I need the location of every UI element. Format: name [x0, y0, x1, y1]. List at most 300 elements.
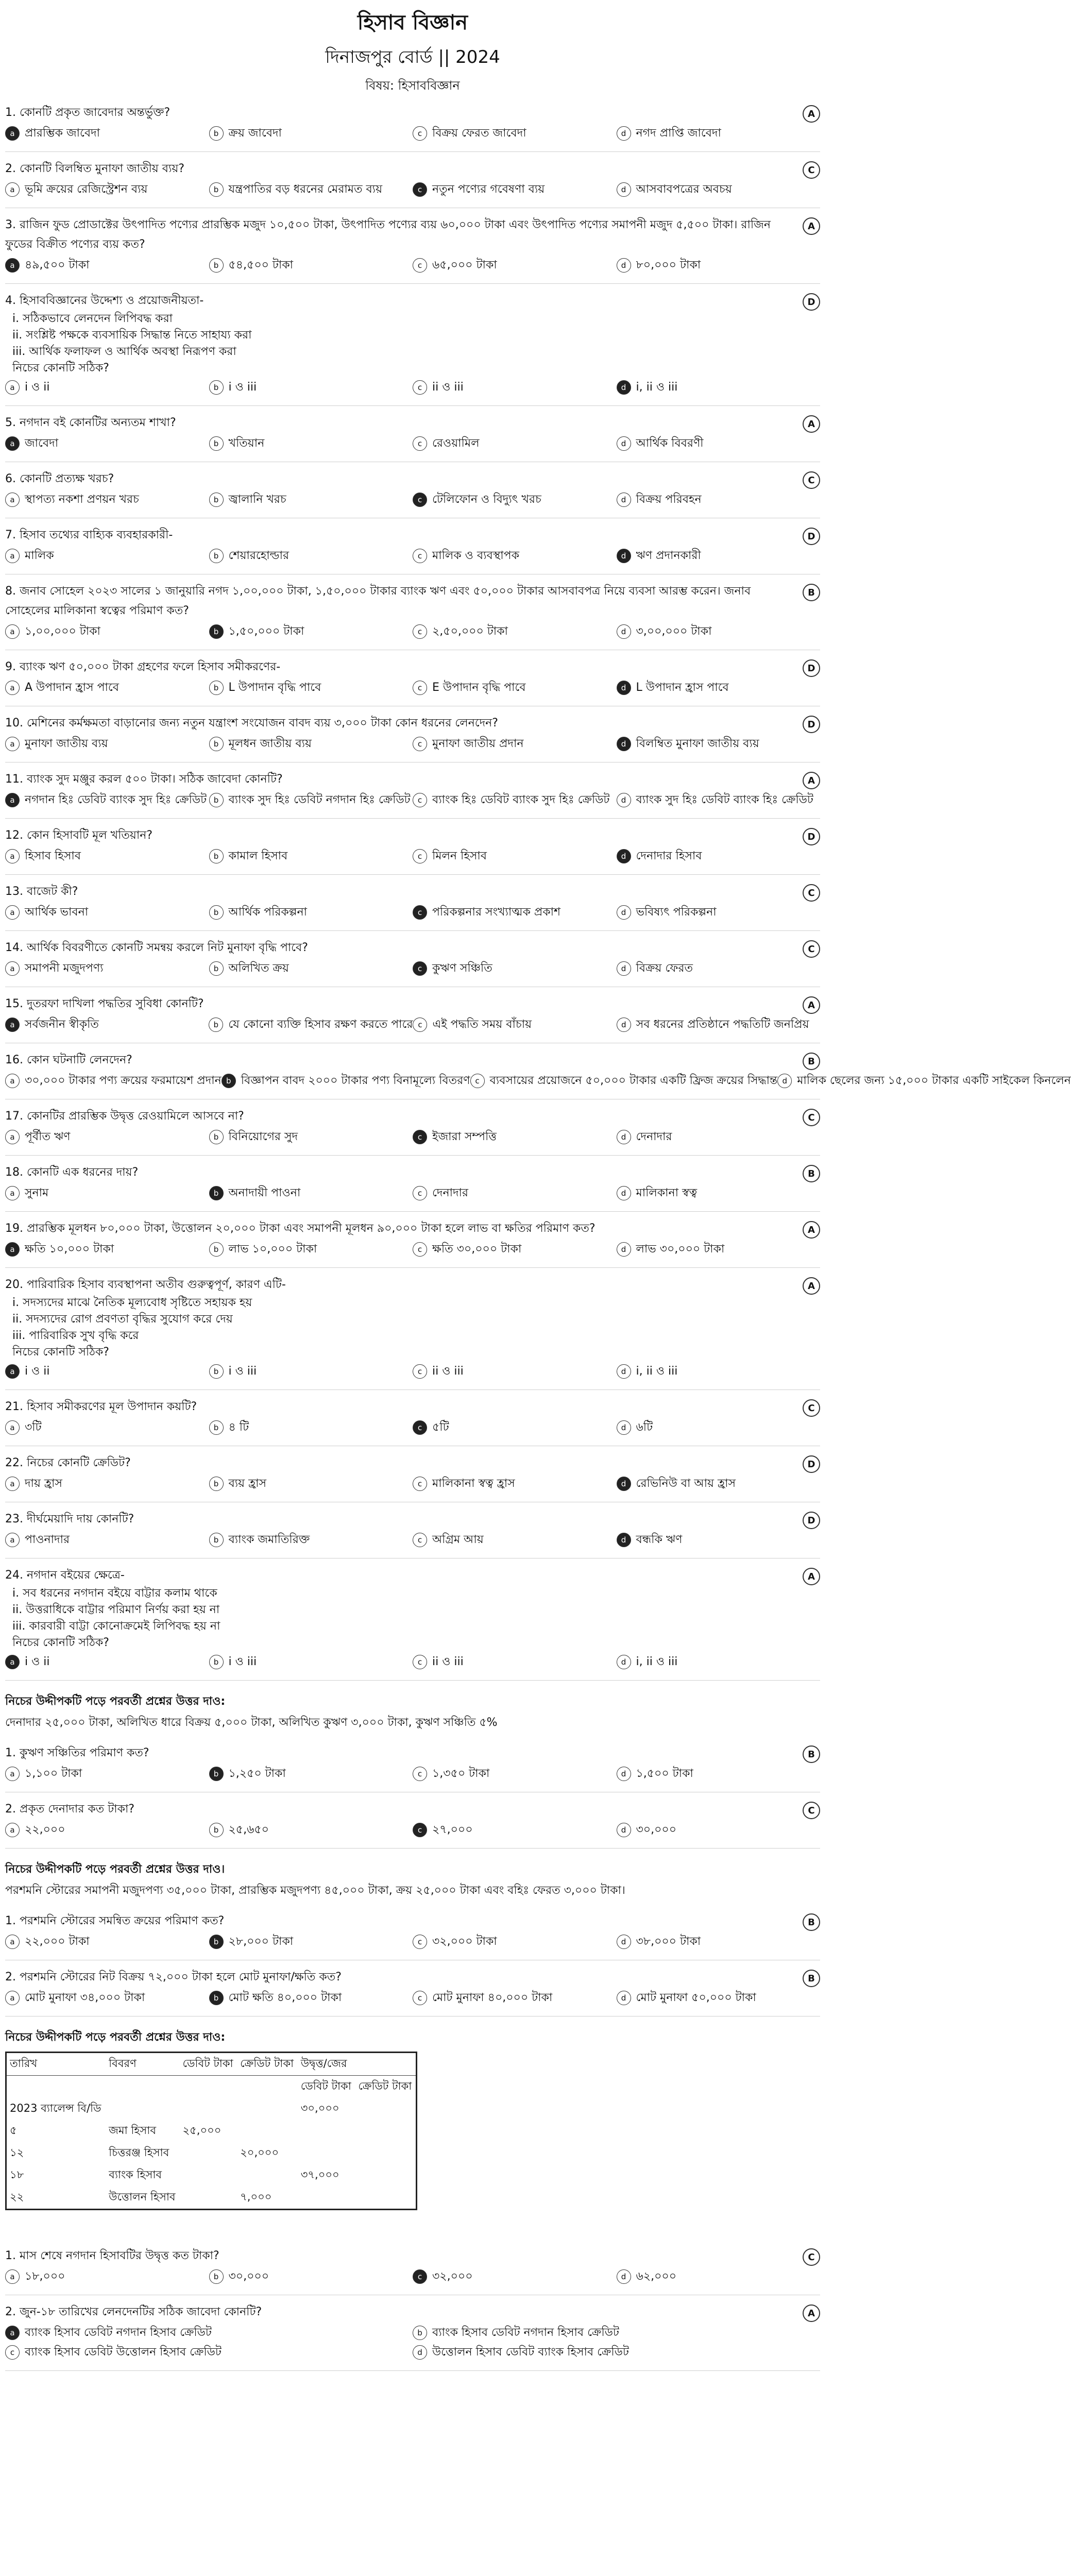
- option-letter-icon: b: [209, 493, 224, 507]
- option-text: বিলম্বিত মুনাফা জাতীয় ব্যয়: [636, 737, 759, 750]
- option-text: ব্যবসায়ের প্রয়োজনে ৫০,০০০ টাকার একটি ফ্রিজ ক্রয়ের সিদ্ধান্ত: [489, 1074, 778, 1087]
- option-c[interactable]: [413, 1932, 617, 1952]
- option-a[interactable]: [5, 180, 209, 199]
- option-c[interactable]: [413, 180, 617, 199]
- question-text: 2. প্রকৃত দেনাদার কত টাকা?: [5, 1803, 135, 1816]
- options-grid: [5, 180, 820, 199]
- option-letter-icon: a: [5, 624, 20, 639]
- table-subheader: ক্রেডিট টাকা: [358, 2080, 412, 2092]
- option-text: ৩০,০০০ টাকার পণ্য ক্রয়ের ফরমায়েশ প্রদান: [25, 1074, 222, 1087]
- option-letter-icon: a: [5, 436, 20, 451]
- option-a[interactable]: [5, 1530, 209, 1550]
- question-divider: [5, 1848, 820, 1849]
- option-text: অগ্রিম আয়: [432, 1533, 484, 1546]
- option-text: এই পদ্ধতি সময় বাঁচায়: [432, 1018, 532, 1031]
- question-item: [5, 882, 820, 922]
- option-b[interactable]: [209, 790, 413, 810]
- options-grid: [5, 1418, 820, 1437]
- options-grid: [5, 1474, 820, 1494]
- option-text: দেনাদার হিসাব: [636, 850, 702, 862]
- option-c[interactable]: [413, 2267, 617, 2286]
- option-d[interactable]: [617, 180, 821, 199]
- option-text: L উপাদান হ্রাস পাবে: [636, 681, 729, 694]
- option-text: স্থাপত্য নকশা প্রণয়ন খরচ: [25, 493, 139, 506]
- option-text: ২,৫০,০০০ টাকা: [432, 625, 508, 638]
- question-line: [5, 826, 820, 845]
- option-a[interactable]: [5, 1932, 209, 1952]
- table-cell: [180, 2098, 237, 2120]
- option-a[interactable]: [5, 546, 209, 566]
- options-grid: [5, 1127, 820, 1147]
- option-letter-icon: a: [5, 961, 20, 976]
- option-c[interactable]: [413, 1362, 617, 1381]
- question-text: 5. নগদান বই কোনটির অন্যতম শাখা?: [5, 416, 176, 429]
- option-a[interactable]: [5, 2323, 413, 2343]
- option-c[interactable]: [413, 678, 617, 698]
- option-text: ৩০,০০০: [636, 1823, 677, 1836]
- option-d[interactable]: [617, 734, 821, 754]
- question-divider: [5, 1211, 820, 1212]
- option-c[interactable]: [413, 622, 617, 641]
- options-grid: [5, 1764, 820, 1784]
- option-letter-icon: a: [5, 1130, 20, 1144]
- option-text: ৩৮,০০০ টাকা: [636, 1935, 701, 1948]
- table-row: [6, 2142, 417, 2164]
- question-text: 9. ব্যাংক ঋণ ৫০,০০০ টাকা গ্রহণের ফলে হিসাব সমীকরণের-: [5, 660, 281, 673]
- question-line: [5, 526, 820, 545]
- option-letter-icon: c: [413, 1477, 427, 1491]
- option-text: ৬৫,০০০ টাকা: [432, 259, 497, 272]
- option-a[interactable]: [5, 1988, 209, 2008]
- question-text: 6. কোনটি প্রত্যক্ষ খরচ?: [5, 472, 114, 485]
- question-text: 23. দীর্ঘমেয়াদি দায় কোনটি?: [5, 1513, 134, 1526]
- table-cell: ২০,০০০: [240, 2146, 279, 2159]
- option-letter-icon: c: [413, 1186, 427, 1200]
- option-text: পরিকল্পনার সংখ্যাত্মক প্রকাশ: [432, 906, 561, 919]
- options-grid: [5, 959, 820, 978]
- table-cell: ১২: [10, 2146, 24, 2159]
- option-letter-icon: b: [209, 961, 224, 976]
- option-text: রেভিনিউ বা আয় হ্রাস: [636, 1477, 736, 1490]
- option-letter-icon: d: [617, 1420, 631, 1435]
- option-letter-icon: d: [617, 549, 631, 563]
- option-letter-icon: b: [209, 624, 224, 639]
- option-c[interactable]: [413, 490, 617, 510]
- options-grid: [5, 546, 820, 566]
- question-text: 10. মেশিনের কর্মক্ষমতা বাড়ানোর জন্য নতুন যন্ত্রাংশ সংযোজন বাবদ ব্যয় ৩,০০০ টাকা কোন ধরনের লেনদেন?: [5, 717, 498, 730]
- option-d[interactable]: [617, 1530, 821, 1550]
- table-header: ডেবিট টাকা: [180, 2053, 237, 2076]
- option-d[interactable]: [617, 546, 821, 566]
- options-grid: [5, 622, 820, 641]
- option-a[interactable]: [5, 790, 209, 810]
- question-item: [5, 657, 820, 698]
- stem-2-text: পরশমনি স্টোরের সমাপনী মজুদপণ্য ৩৫,০০০ টাকা, প্রারম্ভিক মজুদপণ্য ৪৫,০০০ টাকা, ক্রয় ২৫,০০০ টাকা এবং বহিঃ ফেরত ৩,০০০ টাকা।: [5, 1884, 625, 1897]
- answer-badge: A: [803, 772, 820, 789]
- option-a[interactable]: [5, 846, 209, 866]
- options-grid: [5, 434, 820, 453]
- answer-badge: A: [803, 996, 820, 1014]
- option-text: ৩,০০,০০০ টাকা: [636, 625, 712, 638]
- option-text: ii ও iii: [432, 1655, 464, 1668]
- option-letter-icon: b: [209, 380, 224, 395]
- question-divider: [5, 151, 820, 152]
- option-d[interactable]: [617, 256, 821, 275]
- option-letter-icon: b: [209, 1364, 224, 1379]
- option-a[interactable]: [5, 1015, 209, 1035]
- option-text: i ও iii: [228, 381, 257, 394]
- table-cell: [106, 2098, 179, 2120]
- question-line: [5, 1107, 820, 1126]
- option-a[interactable]: [5, 1820, 209, 1840]
- option-c[interactable]: [413, 1474, 617, 1494]
- question-line: [5, 1510, 820, 1529]
- option-c[interactable]: [413, 790, 617, 810]
- option-letter-icon: c: [413, 493, 427, 507]
- option-d[interactable]: [617, 1932, 821, 1952]
- option-d[interactable]: [617, 1240, 821, 1259]
- option-c[interactable]: [413, 1530, 617, 1550]
- option-b[interactable]: [209, 1362, 413, 1381]
- answer-badge: D: [803, 528, 820, 545]
- option-d[interactable]: [617, 1362, 821, 1381]
- option-text: ৫৪,৫০০ টাকা: [228, 259, 294, 272]
- option-c[interactable]: [413, 1240, 617, 1259]
- option-d[interactable]: [617, 1418, 821, 1437]
- option-letter-icon: d: [617, 849, 631, 863]
- answer-badge: A: [803, 415, 820, 433]
- question-line: [5, 882, 820, 902]
- option-d[interactable]: [617, 490, 821, 510]
- option-b[interactable]: [209, 846, 413, 866]
- question-statement: i. সব ধরনের নগদান বইয়ে বাট্টার কলাম থাকে: [12, 1587, 217, 1600]
- option-a[interactable]: [5, 1183, 209, 1203]
- option-text: ৬২,০০০: [636, 2270, 677, 2283]
- option-letter-icon: d: [617, 1130, 631, 1144]
- option-d[interactable]: [617, 622, 821, 641]
- table-header: ক্রেডিট টাকা: [237, 2053, 298, 2076]
- option-c[interactable]: [413, 846, 617, 866]
- option-letter-icon: c: [413, 1823, 427, 1837]
- option-d[interactable]: [777, 1071, 1071, 1091]
- option-d[interactable]: [617, 378, 821, 397]
- option-a[interactable]: [5, 1652, 209, 1672]
- mcq-section-b: [5, 1743, 820, 1849]
- question-item: [5, 413, 820, 453]
- option-letter-icon: a: [5, 1074, 20, 1088]
- answer-badge: D: [803, 293, 820, 311]
- option-letter-icon: b: [209, 681, 224, 695]
- option-b[interactable]: [209, 734, 413, 754]
- question-statement: i. সদস্যদের মাঝে নৈতিক মূল্যবোধ সৃষ্টিতে সহায়ক হয়: [12, 1296, 252, 1309]
- question-item: [5, 1566, 820, 1672]
- option-text: ২৮,০০০ টাকা: [228, 1935, 294, 1948]
- option-d[interactable]: [617, 1015, 820, 1035]
- option-text: খতিয়ান: [228, 437, 265, 450]
- option-c[interactable]: [413, 1988, 617, 2008]
- option-b[interactable]: [222, 1071, 470, 1091]
- option-b[interactable]: [209, 1652, 413, 1672]
- option-c[interactable]: [413, 959, 617, 978]
- option-text: ii ও iii: [432, 381, 464, 394]
- option-letter-icon: d: [617, 1533, 631, 1547]
- option-a[interactable]: [5, 378, 209, 397]
- option-text: বন্ধকি ঋণ: [636, 1533, 683, 1546]
- option-d[interactable]: [617, 124, 821, 143]
- option-b[interactable]: [209, 1418, 413, 1437]
- option-text: ২৫,৬৫০: [228, 1823, 269, 1836]
- question-item: [5, 1219, 820, 1259]
- option-a[interactable]: [5, 1127, 209, 1147]
- option-a[interactable]: [5, 959, 209, 978]
- option-b[interactable]: [209, 434, 413, 453]
- option-d[interactable]: [617, 1988, 821, 2008]
- question-line: [5, 1219, 820, 1239]
- question-divider: [5, 405, 820, 406]
- option-b[interactable]: [209, 1240, 413, 1259]
- table-cell: [298, 2187, 355, 2210]
- option-text: মুনাফা জাতীয় প্রদান: [432, 737, 524, 750]
- option-b[interactable]: [209, 490, 413, 510]
- options-grid: [5, 678, 820, 698]
- option-text: ভূমি ক্রয়ের রেজিস্ট্রেশন ব্যয়: [25, 183, 148, 196]
- option-c[interactable]: [413, 256, 617, 275]
- option-letter-icon: a: [5, 258, 20, 273]
- option-b[interactable]: [413, 2323, 820, 2343]
- option-letter-icon: a: [5, 2326, 20, 2340]
- option-b[interactable]: [209, 378, 413, 397]
- option-d[interactable]: [617, 903, 821, 922]
- option-text: হিসাব হিসাব: [25, 850, 81, 862]
- option-c[interactable]: [413, 1820, 617, 1840]
- option-d[interactable]: [617, 1127, 821, 1147]
- option-a[interactable]: [5, 490, 209, 510]
- option-letter-icon: b: [209, 549, 224, 563]
- option-d[interactable]: [617, 1652, 821, 1672]
- answer-badge: C: [803, 1802, 820, 1819]
- option-a[interactable]: [5, 734, 209, 754]
- table-cell: ৩৭,০০০: [300, 2168, 339, 2181]
- option-c[interactable]: [413, 124, 617, 143]
- option-b[interactable]: [209, 959, 413, 978]
- option-a[interactable]: [5, 256, 209, 275]
- option-text: ১,২৫০ টাকা: [228, 1767, 286, 1780]
- option-letter-icon: a: [5, 1655, 20, 1669]
- option-letter-icon: d: [413, 2345, 427, 2360]
- question-divider: [5, 930, 820, 931]
- option-b[interactable]: [209, 256, 413, 275]
- question-line: [5, 215, 820, 255]
- option-c[interactable]: [413, 378, 617, 397]
- answer-badge: D: [803, 828, 820, 845]
- table-cell: [180, 2164, 237, 2187]
- option-d[interactable]: [617, 1474, 821, 1494]
- question-statement: iii. কারবারী বাট্টা কোনোক্রমেই লিপিবদ্ধ হয় না: [12, 1620, 220, 1633]
- option-b[interactable]: [209, 124, 413, 143]
- option-b[interactable]: [209, 1530, 413, 1550]
- option-text: ব্যাংক হিসাব ডেবিট নগদান হিসাব ক্রেডিট: [25, 2326, 212, 2339]
- option-letter-icon: b: [209, 1242, 224, 1257]
- question-item: [5, 1968, 820, 2008]
- option-b[interactable]: [209, 1127, 413, 1147]
- option-d[interactable]: [617, 2267, 821, 2286]
- option-b[interactable]: [209, 1183, 413, 1203]
- table-cell: [180, 2142, 237, 2164]
- option-letter-icon: a: [5, 1186, 20, 1200]
- option-b[interactable]: [209, 1988, 413, 2008]
- answer-badge: B: [803, 1745, 820, 1763]
- option-a[interactable]: [5, 434, 209, 453]
- question-line: [5, 1566, 820, 1585]
- option-a[interactable]: [5, 1071, 222, 1091]
- option-d[interactable]: [617, 434, 821, 453]
- option-text: ব্যাংক হিসাব ডেবিট উত্তোলন হিসাব ক্রেডিট: [25, 2346, 222, 2359]
- question-line: [5, 1163, 820, 1182]
- stem-2-title: নিচের উদ্দীপকটি পড়ে পরবর্তী প্রশ্নের উত্তর দাও।: [5, 1863, 225, 1876]
- option-b[interactable]: [209, 2267, 413, 2286]
- option-a[interactable]: [5, 1240, 209, 1259]
- page-header: [0, 0, 825, 103]
- option-a[interactable]: [5, 622, 209, 641]
- option-text: বিনিয়োগের সুদ: [228, 1130, 298, 1143]
- option-text: মালিক ও ব্যবস্থাপক: [432, 549, 519, 562]
- option-letter-icon: d: [617, 436, 631, 451]
- option-c[interactable]: [413, 1418, 617, 1437]
- question-line: [5, 1968, 820, 1987]
- option-b[interactable]: [209, 1932, 413, 1952]
- option-letter-icon: c: [413, 1935, 427, 1949]
- option-letter-icon: a: [5, 126, 20, 141]
- option-c[interactable]: [413, 734, 617, 754]
- option-c[interactable]: [470, 1071, 778, 1091]
- option-text: ঋণ প্রদানকারী: [636, 549, 701, 562]
- question-text: 11. ব্যাংক সুদ মঞ্জুর করল ৫০০ টাকা। সঠিক জাবেদা কোনটি?: [5, 773, 283, 786]
- option-letter-icon: b: [209, 1655, 224, 1669]
- table-header-row: [6, 2053, 417, 2076]
- option-b[interactable]: [209, 180, 413, 199]
- option-b[interactable]: [209, 678, 413, 698]
- option-text: i, ii ও iii: [636, 1365, 678, 1378]
- option-a[interactable]: [5, 678, 209, 698]
- question-divider: [5, 874, 820, 875]
- option-c[interactable]: [413, 1652, 617, 1672]
- option-b[interactable]: [209, 1474, 413, 1494]
- option-letter-icon: c: [5, 2345, 20, 2360]
- option-b[interactable]: [209, 1764, 413, 1784]
- option-b[interactable]: [209, 1015, 413, 1035]
- options-grid: [5, 1932, 820, 1952]
- option-a[interactable]: [5, 1764, 209, 1784]
- option-letter-icon: b: [209, 905, 224, 920]
- question-line: [5, 413, 820, 433]
- option-a[interactable]: [5, 1474, 209, 1494]
- option-letter-icon: c: [413, 1991, 427, 2005]
- table-cell: চিত্তরঞ্জ হিসাব: [109, 2146, 169, 2159]
- option-letter-icon: d: [617, 1242, 631, 1257]
- question-item: [5, 469, 820, 510]
- option-c[interactable]: [413, 434, 617, 453]
- options-grid: [5, 1530, 820, 1550]
- option-b[interactable]: [209, 1820, 413, 1840]
- option-d[interactable]: [617, 1183, 821, 1203]
- table-subheader-row: [6, 2076, 417, 2098]
- option-letter-icon: d: [617, 905, 631, 920]
- option-a[interactable]: [5, 2267, 209, 2286]
- option-c[interactable]: [413, 1764, 617, 1784]
- table-row: [6, 2164, 417, 2187]
- option-d[interactable]: [413, 2343, 820, 2362]
- option-letter-icon: b: [209, 1533, 224, 1547]
- option-c[interactable]: [413, 546, 617, 566]
- option-a[interactable]: [5, 903, 209, 922]
- options-grid: [5, 846, 820, 866]
- option-b[interactable]: [209, 622, 413, 641]
- option-letter-icon: a: [5, 1823, 20, 1837]
- option-b[interactable]: [209, 903, 413, 922]
- answer-badge: B: [803, 1970, 820, 1987]
- table-cell: [355, 2187, 416, 2210]
- option-d[interactable]: [617, 790, 821, 810]
- option-letter-icon: c: [413, 1767, 427, 1781]
- question-text: 7. হিসাব তথ্যের বাহ্যিক ব্যবহারকারী-: [5, 529, 173, 541]
- question-text: 2. কোনটি বিলম্বিত মুনাফা জাতীয় ব্যয়?: [5, 162, 185, 175]
- option-letter-icon: b: [209, 1420, 224, 1435]
- option-letter-icon: d: [617, 380, 631, 395]
- option-text: ক্ষতি ১০,০০০ টাকা: [25, 1243, 114, 1256]
- option-b[interactable]: [209, 546, 413, 566]
- option-d[interactable]: [617, 678, 821, 698]
- option-c[interactable]: [413, 1015, 616, 1035]
- option-d[interactable]: [617, 846, 821, 866]
- question-line: [5, 1800, 820, 1819]
- answer-badge: A: [803, 2304, 820, 2322]
- option-letter-icon: d: [617, 793, 631, 807]
- answer-badge: B: [803, 1165, 820, 1182]
- option-letter-icon: c: [413, 1655, 427, 1669]
- question-item: [5, 103, 820, 143]
- option-letter-icon: a: [5, 1477, 20, 1491]
- question-line: [5, 1050, 820, 1070]
- question-text: 14. আর্থিক বিবরণীতে কোনটি সমন্বয় করলে নিট মুনাফা বৃদ্ধি পাবে?: [5, 941, 308, 954]
- option-c[interactable]: [413, 903, 617, 922]
- option-d[interactable]: [617, 959, 821, 978]
- table-cell: ২৫,০০০: [182, 2124, 222, 2137]
- answer-badge: A: [803, 1277, 820, 1295]
- option-c[interactable]: [413, 1127, 617, 1147]
- option-c[interactable]: [5, 2343, 413, 2362]
- option-letter-icon: a: [5, 905, 20, 920]
- option-letter-icon: a: [5, 380, 20, 395]
- option-a[interactable]: [5, 1418, 209, 1437]
- answer-badge: D: [803, 659, 820, 677]
- stem-1-text: দেনাদার ২৫,০০০ টাকা, অলিখিত ধারে বিক্রয় ৫,০০০ টাকা, অলিখিত কুঋণ ৩,০০০ টাকা, কুঋণ সঞ্চিতি ৫%: [5, 1716, 498, 1729]
- answer-badge: C: [803, 1109, 820, 1126]
- option-letter-icon: b: [209, 1991, 224, 2005]
- option-d[interactable]: [617, 1820, 821, 1840]
- question-line: [5, 103, 820, 123]
- option-a[interactable]: [5, 1362, 209, 1381]
- option-d[interactable]: [617, 1764, 821, 1784]
- option-letter-icon: d: [617, 961, 631, 976]
- option-c[interactable]: [413, 1183, 617, 1203]
- option-text: মিলন হিসাব: [432, 850, 487, 862]
- answer-badge: C: [803, 884, 820, 902]
- table-body: [6, 2098, 417, 2210]
- option-a[interactable]: [5, 124, 209, 143]
- option-text: মোট মুনাফা ৩৪,০০০ টাকা: [25, 1991, 145, 2004]
- question-text: 16. কোন ঘটনাটি লেনদেন?: [5, 1054, 132, 1066]
- option-text: মালিক: [25, 549, 54, 562]
